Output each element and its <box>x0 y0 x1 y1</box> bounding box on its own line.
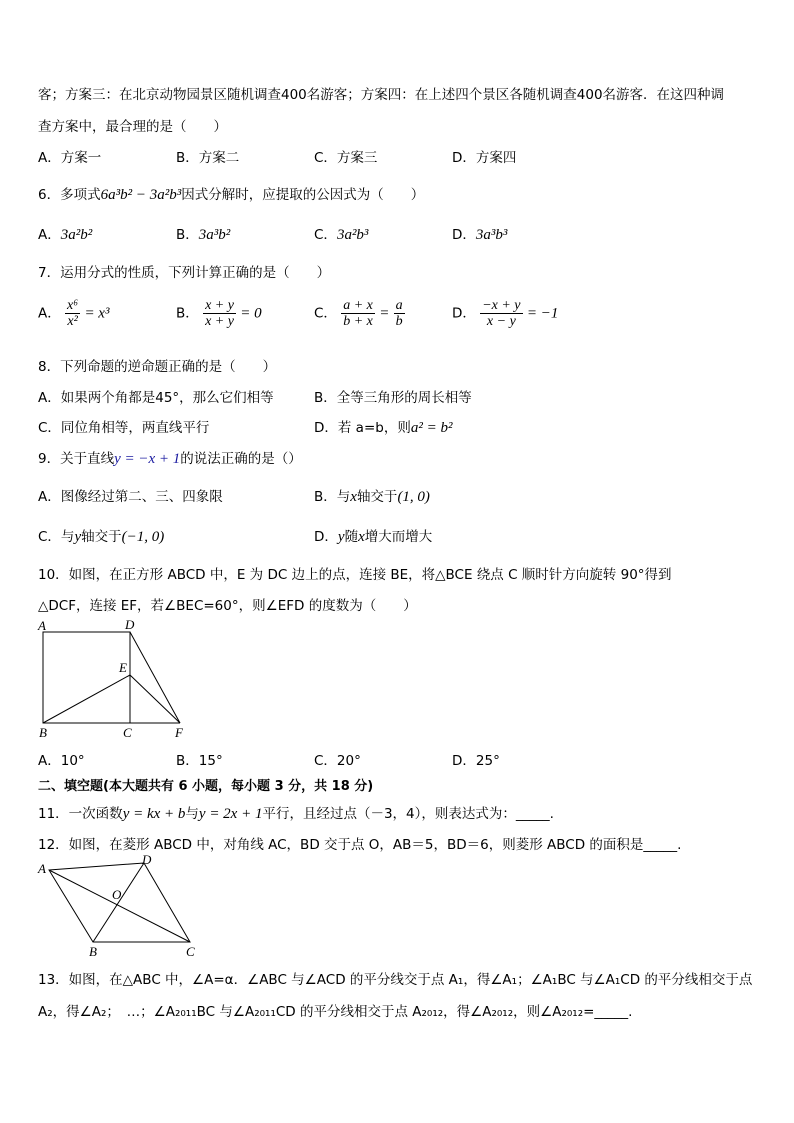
q6-option-a: A．3a²b² <box>38 227 93 243</box>
q7-option-c: C． $\frac{a + x}{b + x}$ = $\frac{a}{b}$ <box>314 298 403 329</box>
q11-text: 11．一次函数y = kx + b与y = 2x + 1平行，且经过点（－3，4），则表达式为：_____. <box>38 806 554 822</box>
intro-option-a: A．方案一 <box>38 150 102 166</box>
q10-label-a: A <box>38 618 46 633</box>
q6-stem: 6．多项式6a³b² − 3a²b³因式分解时，应提取的公因式为（ ） <box>38 187 425 203</box>
section-2-title: 二、填空题(本大题共有 6 小题，每小题 3 分，共 18 分) <box>38 779 374 794</box>
q6-option-d: D．3a³b³ <box>452 227 508 243</box>
q6-expression: 6a³b² − 3a²b³ <box>100 187 182 203</box>
intro-line-2: 查方案中，最合理的是（ ） <box>38 119 227 135</box>
q10-label-f: F <box>175 725 183 740</box>
q7-stem: 7．运用分式的性质，下列计算正确的是（ ） <box>38 265 331 281</box>
q9-stem: 9．关于直线y = −x + 1的说法正确的是（） <box>38 451 302 467</box>
intro-option-c: C．方案三 <box>314 150 378 166</box>
q10-label-b: B <box>39 725 47 740</box>
q10-label-e: E <box>119 660 127 675</box>
q12-label-d: D <box>142 852 152 867</box>
q12-text: 12．如图，在菱形 ABCD 中，对角线 AC，BD 交于点 O，AB＝5，BD＝6，则菱形 ABCD 的面积是_____. <box>38 837 682 853</box>
q8-option-a: A．如果两个角都是45°，那么它们相等 <box>38 390 274 406</box>
q6-option-b: B．3a³b² <box>176 227 231 243</box>
q13-line-1: 13．如图，在△ABC 中，∠A=α．∠ABC 与∠ACD 的平分线交于点 A₁，得∠A₁；∠A₁BC 与∠A₁CD 的平分线相交于点 <box>38 972 753 988</box>
intro-option-d: D．方案四 <box>452 150 517 166</box>
q12-label-a: A <box>38 861 46 876</box>
q10-square-figure <box>30 615 190 740</box>
q9-option-d: D．y随x增大而增大 <box>314 529 433 545</box>
intro-line-1: 客；方案三：在北京动物园景区随机调查400名游客；方案四：在上述四个景区各随机调查400名游客．在这四种调 <box>38 87 725 103</box>
q10-option-a: A．10° <box>38 753 85 769</box>
q7-option-a: A． $\frac{\text{x⁶}}{\text{x²}}$ = x³ <box>38 298 110 329</box>
q9-option-c: C．与y轴交于(−1, 0) <box>38 529 165 545</box>
intro-option-b: B．方案二 <box>176 150 240 166</box>
q10-label-c: C <box>123 725 132 740</box>
q9-option-b: B．与x轴交于(1, 0) <box>314 489 430 505</box>
q7-option-b: B． $\frac{x + y}{x + y}$ = 0 <box>176 298 262 329</box>
q7-option-d: D． $\frac{-x + y}{x - y}$ = −1 <box>452 298 559 329</box>
q12-label-o: O <box>112 887 122 902</box>
q10-option-b: B．15° <box>176 753 223 769</box>
q12-rhombus-figure <box>32 850 202 960</box>
q13-line-2: A₂，得∠A₂； …；∠A₂₀₁₁BC 与∠A₂₀₁₁CD 的平分线相交于点 A₂₀₁₂，得∠A₂₀₁₂，则∠A₂₀₁₂=_____. <box>38 1004 633 1020</box>
q6-option-c: C．3a²b³ <box>314 227 369 243</box>
q8-option-d: D．若 a=b，则a² = b² <box>314 420 453 436</box>
q9-option-a: A．图像经过第二、三、四象限 <box>38 489 223 505</box>
q10-label-d: D <box>125 617 135 632</box>
q10-option-d: D．25° <box>452 753 500 769</box>
q8-option-b: B．全等三角形的周长相等 <box>314 390 472 406</box>
q12-label-b: B <box>89 944 97 959</box>
q12-label-c: C <box>186 944 195 959</box>
q8-option-c: C．同位角相等，两直线平行 <box>38 420 210 436</box>
q8-stem: 8．下列命题的逆命题正确的是（ ） <box>38 359 277 375</box>
q10-line-1: 10．如图，在正方形 ABCD 中，E 为 DC 边上的点，连接 BE，将△BCE 绕点 C 顺时针方向旋转 90°得到 <box>38 567 672 583</box>
q10-line-2: △DCF，连接 EF，若∠BEC=60°，则∠EFD 的度数为（ ） <box>38 598 417 614</box>
q10-option-c: C．20° <box>314 753 361 769</box>
